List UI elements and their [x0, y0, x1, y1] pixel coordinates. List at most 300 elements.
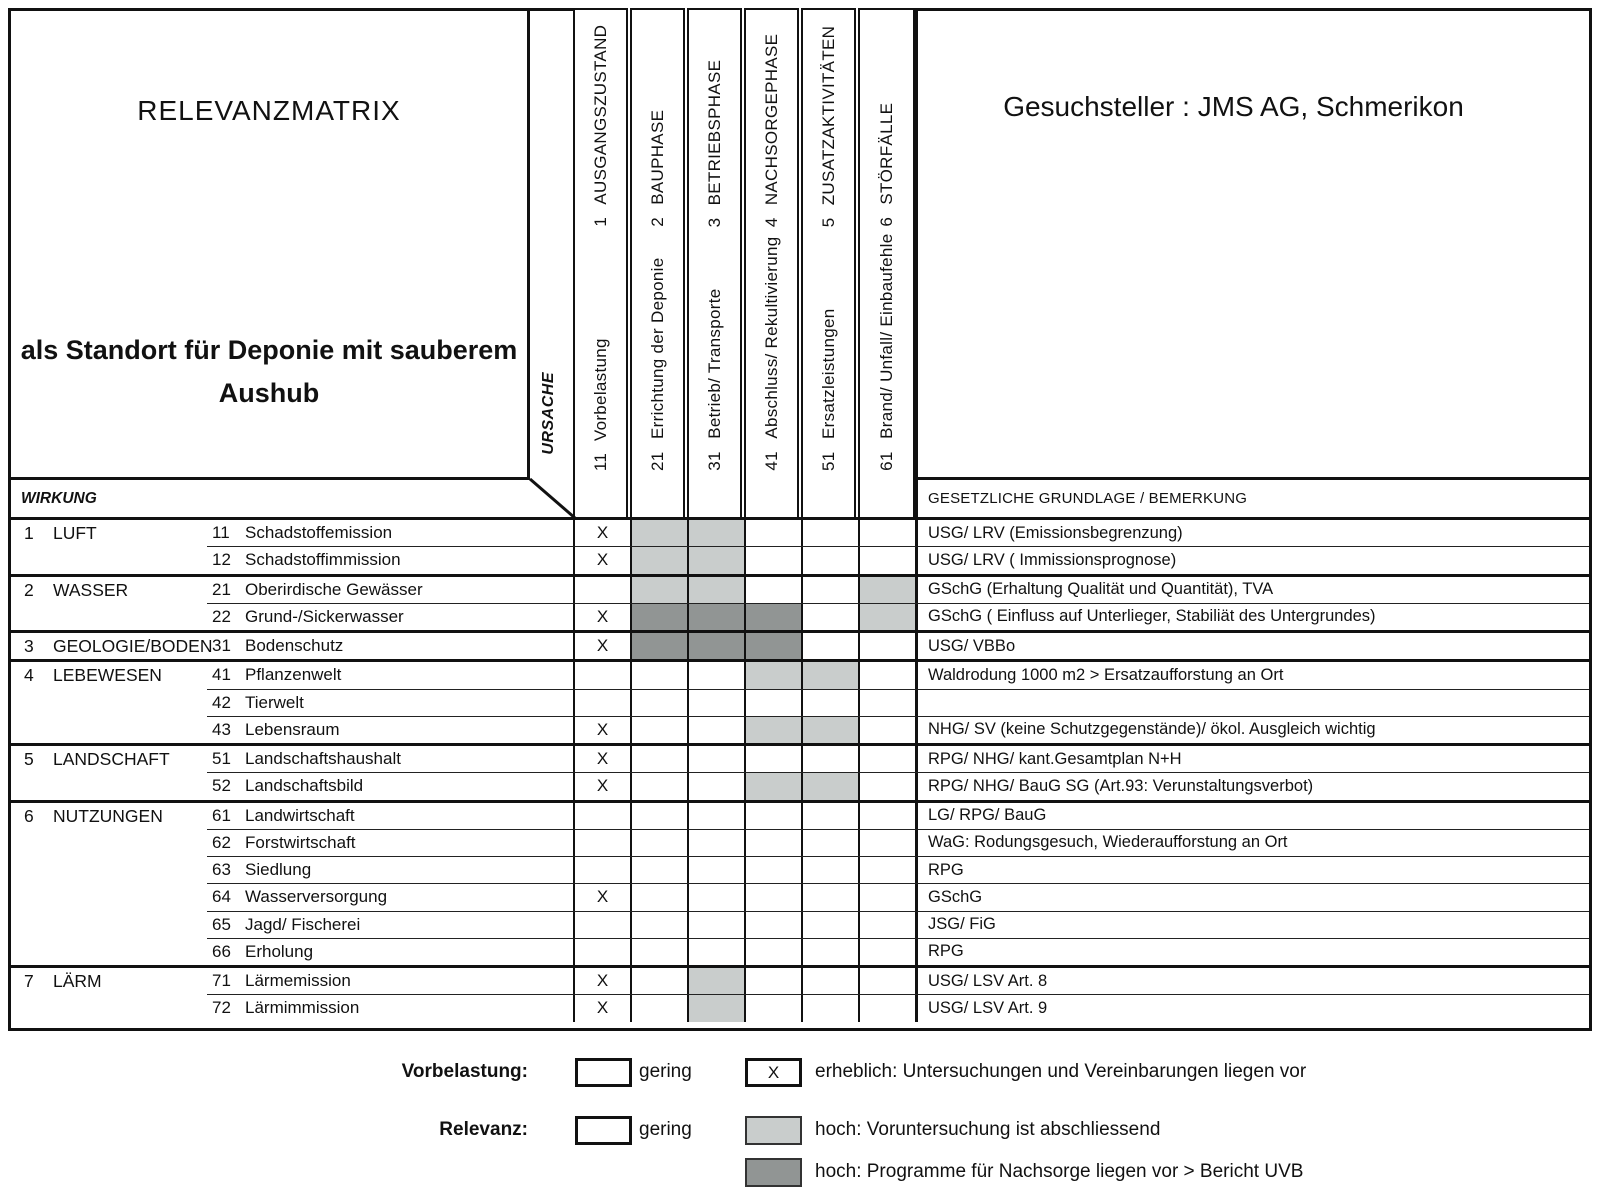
- impact-number: 43: [212, 719, 231, 739]
- phase-number: 1: [590, 217, 610, 227]
- matrix-cell: [858, 912, 915, 938]
- impact-label: [207, 939, 573, 965]
- matrix-cell: [687, 746, 744, 772]
- legend-box-x: [745, 1058, 802, 1087]
- impact-label: [207, 968, 573, 994]
- matrix-cell: [630, 884, 687, 910]
- legend-row-label: Relevanz:: [439, 1119, 528, 1140]
- relevance-light-cell: [858, 604, 915, 630]
- column-header-41: [744, 8, 799, 517]
- impact-name: Forstwirtschaft: [245, 832, 356, 852]
- category-number: 3: [24, 636, 34, 656]
- preload-mark-cell: X: [573, 520, 630, 546]
- relevance-light-cell: [687, 547, 744, 573]
- activity-label: [762, 237, 782, 471]
- activity-number: 31: [704, 451, 724, 471]
- remark-cell: JSG/ FiG: [915, 912, 1589, 938]
- impact-number: 66: [212, 941, 231, 961]
- category-cell: [11, 577, 207, 631]
- category-name: LANDSCHAFT: [53, 749, 170, 769]
- impact-number: 61: [212, 805, 231, 825]
- matrix-cell: [801, 939, 858, 965]
- matrix-cell: [858, 830, 915, 856]
- impact-label: [207, 604, 573, 630]
- matrix-cell: [801, 633, 858, 659]
- matrix-cell: [801, 803, 858, 829]
- relevance-light-cell: [858, 577, 915, 603]
- relevance-light-cell: [744, 662, 801, 688]
- table-row-66: [207, 938, 1589, 965]
- impact-number: 11: [212, 523, 230, 543]
- category-name: LÄRM: [53, 971, 102, 991]
- impact-label: [207, 773, 573, 799]
- phase-label: [591, 25, 611, 227]
- page-subtitle: als Standort für Deponie mit sauberem Aushub: [20, 335, 518, 408]
- matrix-cell: [744, 830, 801, 856]
- matrix-cell: [687, 857, 744, 883]
- matrix-cell: [744, 884, 801, 910]
- activity-number: 41: [761, 451, 781, 471]
- matrix-cell: [858, 884, 915, 910]
- category-cell: [11, 803, 207, 966]
- activity-label: [877, 234, 897, 471]
- remark-cell: USG/ VBBo: [915, 633, 1589, 659]
- activity-name: Ersatzleistungen: [818, 309, 838, 440]
- remark-cell: RPG: [915, 939, 1589, 965]
- table-row-65: [207, 911, 1589, 938]
- matrix-cell: [858, 803, 915, 829]
- impact-name: Wasserversorgung: [245, 887, 388, 907]
- remark-cell: USG/ LSV Art. 8: [915, 968, 1589, 994]
- category-cell: [11, 662, 207, 743]
- impact-number: 52: [212, 776, 231, 796]
- remark-cell: GSchG ( Einfluss auf Unterlieger, Stabiliät des Untergrundes): [915, 604, 1589, 630]
- table-row-42: [207, 689, 1589, 716]
- relevance-light-cell: [744, 717, 801, 743]
- preload-mark-cell: X: [573, 968, 630, 994]
- matrix-cell: [744, 690, 801, 716]
- matrix-cell: [630, 717, 687, 743]
- relevance-dark-cell: [630, 633, 687, 659]
- preload-mark-cell: X: [573, 746, 630, 772]
- matrix-cell: [573, 662, 630, 688]
- matrix-cell: [801, 520, 858, 546]
- matrix-cell: [801, 995, 858, 1021]
- phase-name: ZUSATZAKTIVITÄTEN: [818, 25, 838, 206]
- phase-label: [762, 34, 782, 227]
- page-title: RELEVANZMATRIX: [137, 95, 401, 126]
- matrix-cell: [630, 690, 687, 716]
- impact-label: [207, 633, 573, 659]
- matrix-cell: [801, 577, 858, 603]
- remark-cell: RPG/ NHG/ BauG SG (Art.93: Verunstaltungsverbot): [915, 773, 1589, 799]
- category-name: NUTZUNGEN: [53, 805, 163, 826]
- remark-cell: [915, 690, 1589, 716]
- impact-label: [207, 995, 573, 1021]
- relevance-light-cell: [687, 577, 744, 603]
- matrix-cell: [630, 773, 687, 799]
- matrix-cell: [801, 912, 858, 938]
- matrix-cell: [687, 690, 744, 716]
- category-number: 5: [24, 749, 34, 769]
- preload-mark-cell: X: [573, 547, 630, 573]
- matrix-cell: [630, 912, 687, 938]
- matrix-cell: [858, 746, 915, 772]
- phase-number: 6: [876, 217, 896, 227]
- impact-name: Siedlung: [245, 860, 312, 880]
- impact-number: 31: [212, 636, 231, 656]
- legend-item-text: hoch: Voruntersuchung ist abschliessend: [815, 1119, 1161, 1140]
- phase-label: [819, 26, 839, 227]
- activity-label: [705, 289, 725, 471]
- category-number: 6: [24, 805, 34, 826]
- table-row-12: [207, 546, 1589, 573]
- phase-number: 5: [818, 217, 838, 227]
- category-cell: [11, 520, 207, 574]
- effect-header-strip: [8, 480, 530, 517]
- relevance-light-cell: [687, 968, 744, 994]
- matrix-cell: [744, 577, 801, 603]
- category-rows: [207, 633, 1589, 659]
- activity-name: Abschluss/ Rekultivierung: [761, 237, 781, 440]
- matrix-cell: [744, 746, 801, 772]
- impact-number: 65: [212, 914, 231, 934]
- table-row-52: [207, 772, 1589, 799]
- impact-name: Bodenschutz: [245, 636, 344, 656]
- cause-axis-label: URSACHE: [540, 372, 557, 455]
- column-header-21: [630, 8, 685, 517]
- activity-number: 11: [590, 452, 610, 471]
- matrix-cell: [858, 857, 915, 883]
- impact-group-7: [11, 965, 1589, 1022]
- matrix-cell: [630, 830, 687, 856]
- phase-label: [877, 103, 897, 227]
- impact-label: [207, 912, 573, 938]
- applicant-box: [915, 8, 1592, 480]
- matrix-cell: [744, 939, 801, 965]
- phase-label: [648, 110, 668, 227]
- impact-number: 21: [212, 579, 231, 599]
- table-row-61: [207, 803, 1589, 829]
- remarks-header-strip: [915, 480, 1592, 517]
- matrix-cell: [858, 633, 915, 659]
- relevance-dark-cell: [744, 633, 801, 659]
- phase-number: 4: [761, 217, 781, 227]
- matrix-cell: [687, 939, 744, 965]
- impact-group-3: [11, 630, 1589, 659]
- activity-number: 61: [876, 451, 896, 471]
- remark-cell: RPG/ NHG/ kant.Gesamtplan N+H: [915, 746, 1589, 772]
- matrix-cell: [630, 995, 687, 1021]
- matrix-cell: [744, 995, 801, 1021]
- phase-name: AUSGANGSZUSTAND: [590, 25, 610, 206]
- matrix-cell: [630, 968, 687, 994]
- impact-label: [207, 520, 573, 546]
- matrix-cell: [858, 939, 915, 965]
- table-row-21: [207, 577, 1589, 603]
- category-name: GEOLOGIE/BODEN: [53, 636, 213, 656]
- relevance-light-cell: [630, 547, 687, 573]
- impact-number: 41: [212, 665, 231, 685]
- remark-cell: LG/ RPG/ BauG: [915, 803, 1589, 829]
- impact-name: Landschaftsbild: [245, 776, 364, 796]
- table-row-72: [207, 994, 1589, 1021]
- phase-name: STÖRFÄLLE: [876, 103, 896, 206]
- category-name: LUFT: [53, 523, 97, 543]
- impact-name: Oberirdische Gewässer: [245, 579, 423, 599]
- phase-name: NACHSORGEPHASE: [761, 33, 781, 206]
- impact-group-1: [11, 520, 1589, 574]
- remark-cell: USG/ LSV Art. 9: [915, 995, 1589, 1021]
- impact-label: [207, 857, 573, 883]
- legend-box-empty: [575, 1116, 632, 1145]
- activity-number: 51: [818, 451, 838, 471]
- activity-name: Betrieb/ Transporte: [704, 289, 724, 440]
- category-rows: [207, 968, 1589, 1022]
- matrix-cell: [630, 662, 687, 688]
- category-number: 2: [24, 579, 34, 600]
- table-row-31: [207, 633, 1589, 659]
- matrix-cell: [573, 912, 630, 938]
- activity-label: [819, 309, 839, 471]
- matrix-cell: [687, 662, 744, 688]
- relevance-light-cell: [630, 520, 687, 546]
- category-rows: [207, 662, 1589, 743]
- matrix-body: [8, 517, 1592, 1031]
- impact-label: [207, 746, 573, 772]
- matrix-cell: [858, 520, 915, 546]
- matrix-cell: [801, 604, 858, 630]
- category-cell: [11, 633, 213, 659]
- applicant-text: Gesuchsteller : JMS AG, Schmerikon: [1003, 91, 1464, 122]
- matrix-cell: [687, 717, 744, 743]
- category-number: 1: [24, 523, 34, 543]
- remark-cell: GSchG: [915, 884, 1589, 910]
- preload-mark-cell: X: [573, 633, 630, 659]
- matrix-cell: [687, 884, 744, 910]
- category-number: 7: [24, 971, 34, 991]
- relevance-light-cell: [630, 577, 687, 603]
- matrix-cell: [630, 746, 687, 772]
- remark-cell: USG/ LRV ( Immissionsprognose): [915, 547, 1589, 573]
- impact-label: [207, 830, 573, 856]
- impact-label: [207, 662, 573, 688]
- remark-cell: NHG/ SV (keine Schutzgegenstände)/ ökol. Ausgleich wichtig: [915, 717, 1589, 743]
- matrix-cell: [630, 939, 687, 965]
- impact-label: [207, 803, 573, 829]
- impact-number: 72: [212, 998, 231, 1018]
- impact-name: Lärmemission: [245, 971, 351, 991]
- matrix-cell: [744, 547, 801, 573]
- column-header-31: [687, 8, 742, 517]
- legend-item-text: gering: [639, 1061, 692, 1082]
- legend-box-light: [745, 1116, 802, 1145]
- activity-label: [648, 258, 668, 471]
- preload-mark-cell: X: [573, 717, 630, 743]
- preload-mark-cell: X: [573, 773, 630, 799]
- matrix-cell: [801, 857, 858, 883]
- relevance-dark-cell: [630, 604, 687, 630]
- category-name: LEBEWESEN: [53, 665, 162, 686]
- impact-name: Schadstoffemission: [245, 523, 393, 543]
- impact-name: Lebensraum: [245, 719, 340, 739]
- matrix-cell: [801, 830, 858, 856]
- phase-label: [705, 60, 725, 227]
- table-row-41: [207, 662, 1589, 688]
- legend-box-empty: [575, 1058, 632, 1087]
- category-rows: [207, 803, 1589, 966]
- impact-name: Jagd/ Fischerei: [245, 914, 361, 934]
- impact-group-6: [11, 800, 1589, 966]
- impact-number: 12: [212, 550, 231, 570]
- matrix-cell: [801, 746, 858, 772]
- matrix-cell: [687, 830, 744, 856]
- remark-cell: USG/ LRV (Emissionsbegrenzung): [915, 520, 1589, 546]
- matrix-cell: [687, 803, 744, 829]
- legend-box-dark: [745, 1158, 802, 1187]
- table-row-71: [207, 968, 1589, 994]
- relevance-light-cell: [744, 773, 801, 799]
- impact-number: 22: [212, 606, 231, 626]
- impact-name: Grund-/Sickerwasser: [245, 606, 404, 626]
- preload-mark-cell: X: [573, 604, 630, 630]
- matrix-cell: [744, 857, 801, 883]
- matrix-cell: [801, 884, 858, 910]
- category-rows: [207, 520, 1589, 574]
- relevance-light-cell: [801, 773, 858, 799]
- matrix-cell: [630, 857, 687, 883]
- matrix-cell: [744, 520, 801, 546]
- category-cell: [11, 746, 207, 800]
- impact-group-2: [11, 574, 1589, 631]
- impact-number: 62: [212, 832, 231, 852]
- effect-axis-label: WIRKUNG: [21, 489, 97, 507]
- relevance-light-cell: [801, 717, 858, 743]
- table-row-22: [207, 603, 1589, 630]
- impact-name: Landschaftshaushalt: [245, 749, 401, 769]
- remarks-header-label: GESETZLICHE GRUNDLAGE / BEMERKUNG: [928, 490, 1248, 507]
- table-row-62: [207, 829, 1589, 856]
- impact-name: Lärmimmission: [245, 998, 360, 1018]
- impact-label: [207, 690, 573, 716]
- relevance-light-cell: [801, 662, 858, 688]
- matrix-cell: [573, 690, 630, 716]
- matrix-cell: [744, 912, 801, 938]
- category-rows: [207, 577, 1589, 631]
- impact-name: Landwirtschaft: [245, 805, 355, 825]
- category-cell: [11, 968, 207, 1022]
- phase-name: BAUPHASE: [647, 110, 667, 206]
- impact-label: [207, 577, 573, 603]
- matrix-cell: [858, 547, 915, 573]
- relevance-light-cell: [687, 520, 744, 546]
- cause-band-top-border: [527, 8, 576, 11]
- matrix-cell: [573, 857, 630, 883]
- column-header-51: [801, 8, 856, 517]
- matrix-cell: [573, 577, 630, 603]
- column-header-61: [858, 8, 915, 517]
- legend-item-text: erheblich: Untersuchungen und Vereinbarungen liegen vor: [815, 1061, 1307, 1082]
- matrix-cell: [858, 717, 915, 743]
- matrix-cell: [801, 690, 858, 716]
- matrix-cell: [744, 968, 801, 994]
- matrix-cell: [858, 995, 915, 1021]
- matrix-cell: [573, 803, 630, 829]
- impact-number: 71: [212, 971, 231, 991]
- impact-number: 51: [212, 749, 231, 769]
- remark-cell: Waldrodung 1000 m2 > Ersatzaufforstung an Ort: [915, 662, 1589, 688]
- matrix-cell: [801, 968, 858, 994]
- preload-mark-cell: X: [573, 995, 630, 1021]
- phase-number: 2: [647, 217, 667, 227]
- impact-name: Schadstoffimmission: [245, 550, 401, 570]
- matrix-cell: [573, 830, 630, 856]
- matrix-cell: [630, 803, 687, 829]
- impact-name: Tierwelt: [245, 692, 304, 712]
- matrix-cell: [687, 912, 744, 938]
- matrix-cell: [858, 662, 915, 688]
- impact-number: 42: [212, 692, 231, 712]
- impact-label: [207, 884, 573, 910]
- table-row-64: [207, 883, 1589, 910]
- phase-name: BETRIEBSPHASE: [704, 59, 724, 206]
- category-number: 4: [24, 665, 34, 686]
- impact-number: 63: [212, 860, 231, 880]
- activity-number: 21: [647, 451, 667, 471]
- impact-group-5: [11, 743, 1589, 800]
- category-rows: [207, 746, 1589, 800]
- remark-cell: WaG: Rodungsgesuch, Wiederaufforstung an Ort: [915, 830, 1589, 856]
- impact-number: 64: [212, 887, 231, 907]
- impact-name: Erholung: [245, 941, 314, 961]
- table-row-63: [207, 856, 1589, 883]
- table-row-51: [207, 746, 1589, 772]
- matrix-cell: [573, 939, 630, 965]
- activity-name: Brand/ Unfall/ Einbaufehle: [876, 234, 896, 440]
- column-header-11: [573, 8, 628, 517]
- legend-item-text: gering: [639, 1119, 692, 1140]
- matrix-cell: [858, 968, 915, 994]
- remark-cell: RPG: [915, 857, 1589, 883]
- legend-x-mark: X: [767, 1062, 780, 1082]
- relevance-light-cell: [687, 995, 744, 1021]
- matrix-cell: [858, 773, 915, 799]
- activity-name: Vorbelastung: [590, 337, 610, 441]
- phase-number: 3: [704, 217, 724, 227]
- legend-row-label: Vorbelastung:: [401, 1061, 528, 1082]
- activity-label: [591, 338, 611, 471]
- impact-group-4: [11, 659, 1589, 743]
- category-name: WASSER: [53, 579, 129, 600]
- impact-label: [207, 717, 573, 743]
- activity-name: Errichtung der Deponie: [647, 258, 667, 440]
- matrix-cell: [858, 690, 915, 716]
- legend-item-text: hoch: Programme für Nachsorge liegen vor > Bericht UVB: [815, 1161, 1304, 1182]
- impact-name: Pflanzenwelt: [245, 665, 342, 685]
- matrix-cell: [801, 547, 858, 573]
- relevance-dark-cell: [687, 633, 744, 659]
- relevance-dark-cell: [744, 604, 801, 630]
- table-row-43: [207, 716, 1589, 743]
- remark-cell: GSchG (Erhaltung Qualität und Quantität), TVA: [915, 577, 1589, 603]
- matrix-cell: [744, 803, 801, 829]
- table-row-11: [207, 520, 1589, 546]
- preload-mark-cell: X: [573, 884, 630, 910]
- matrix-cell: [687, 773, 744, 799]
- title-box: [8, 8, 530, 480]
- impact-label: [207, 547, 573, 573]
- relevance-dark-cell: [687, 604, 744, 630]
